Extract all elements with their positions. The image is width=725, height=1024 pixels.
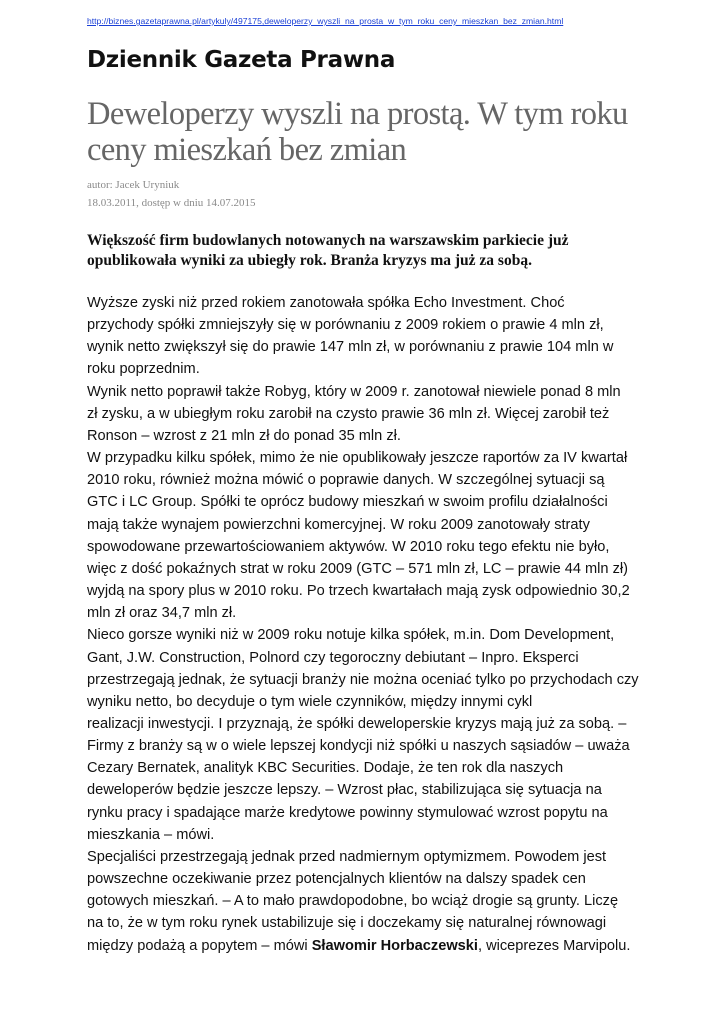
article-body (87, 292, 647, 957)
quote-attribution-suffix: , wiceprezes Marvipolu. (477, 937, 631, 954)
article-author: autor: Jacek Uryniuk (87, 179, 180, 191)
body-line: Cezary Bernatek, analityk KBC Securities. Dodaje, że ten rok dla naszych (87, 760, 564, 777)
body-line-last (87, 935, 647, 957)
body-line: mieszkania – mówi. (87, 826, 215, 843)
body-line: Specjaliści przestrzegają jednak przed nadmiernym optymizmem. Powodem jest (87, 848, 607, 865)
body-line: wyniku netto, bo decyduje o tym wiele czynników, między innymi cykl (87, 693, 533, 710)
body-line: realizacji inwestycji. I przyznają, że spółki deweloperskie kryzys mają już za sobą. – (87, 715, 627, 732)
body-line: deweloperów będzie jeszcze lepszy. – Wzrost płac, stabilizująca się sytuacja na (87, 782, 602, 799)
body-line: przychody spółki zmniejszyły się w porównaniu z 2009 rokiem o prawie 4 mln zł, (87, 317, 604, 334)
body-line: Gant, J.W. Construction, Polnord czy tegoroczny debiutant – Inpro. Eksperci (87, 649, 579, 666)
body-line: więc z dość pokaźnych strat w roku 2009 (GTC – 571 mln zł, LC – prawie 44 mln zł) (87, 560, 628, 577)
article-headline: Deweloperzy wyszli na prostą. W tym roku ceny mieszkań bez zmian (87, 96, 628, 168)
quoted-person-name: Sławomir Horbaczewski (311, 937, 478, 954)
body-line: GTC i LC Group. Spółki te oprócz budowy mieszkań w swoim profilu działalności (87, 494, 608, 511)
body-line: gotowych mieszkań. – A to mało prawdopodobne, bo wciąż drogie są grunty. Liczę (87, 893, 619, 910)
body-line: mają także wynajem powierzchni komercyjnej. W roku 2009 zanotowały straty (87, 516, 590, 533)
body-line: roku poprzednim. (87, 361, 200, 378)
body-line: wyjdą na spory plus w 2010 roku. Po trzech kwartałach mają zysk odpowiednio 30,2 (87, 583, 630, 600)
body-line: Firmy z branży są w o wiele lepszej kondycji niż spółki u naszych sąsiadów – uważa (87, 738, 630, 755)
quote-attribution-prefix: między podażą a popytem – mówi (87, 937, 312, 954)
body-line: Nieco gorsze wyniki niż w 2009 roku notuje kilka spółek, m.in. Dom Development, (87, 627, 615, 644)
body-line: mln zł oraz 34,7 mln zł. (87, 605, 237, 622)
body-line: W przypadku kilku spółek, mimo że nie opublikowały jeszcze raportów za IV kwartał (87, 450, 628, 467)
article-lead: Większość firm budowlanych notowanych na warszawskim parkiecie już opublikowała wyniki za ubiegły rok. Branża kryzys ma już za sobą. (87, 232, 569, 269)
source-url-link[interactable]: http://biznes.gazetaprawna.pl/artykuly/497175,deweloperzy_wyszli_na_prosta_w_tym_roku_ceny_mieszkan_bez_zmian.html (87, 16, 564, 26)
body-line: przestrzegają jednak, że sytuacji branży nie można oceniać tylko po przychodach czy (87, 671, 639, 688)
body-line: spowodowane przewartościowaniem aktywów. W 2010 roku tego efektu nie było, (87, 538, 610, 555)
body-line: zł zysku, a w ubiegłym roku zarobił na czysto prawie 36 mln zł. Więcej zarobił też (87, 405, 610, 422)
masthead-title: Dziennik Gazeta Prawna (87, 47, 396, 73)
body-line: Wyższe zyski niż przed rokiem zanotowała spółka Echo Investment. Choć (87, 295, 565, 311)
body-line: wynik netto zwiększył się do prawie 147 mln zł, w porównaniu z prawie 104 mln w (87, 339, 614, 356)
body-line: rynku pracy i spadające marże kredytowe powinny stymulować wzrost popytu na (87, 804, 608, 821)
article-date: 18.03.2011, dostęp w dniu 14.07.2015 (87, 197, 256, 209)
body-line: na to, że w tym roku rynek ustabilizuje się i doczekamy się naturalnej równowagi (87, 915, 607, 932)
body-line: Wynik netto poprawił także Robyg, który w 2009 r. zanotował niewiele ponad 8 mln (87, 383, 621, 400)
body-line: 2010 roku, również można mówić o poprawie danych. W szczególnej sytuacji są (87, 472, 605, 489)
body-line: powszechne oczekiwanie przez potencjalnych klientów na dalszy spadek cen (87, 871, 586, 888)
body-line: Ronson – wzrost z 21 mln zł do ponad 35 mln zł. (87, 427, 401, 444)
